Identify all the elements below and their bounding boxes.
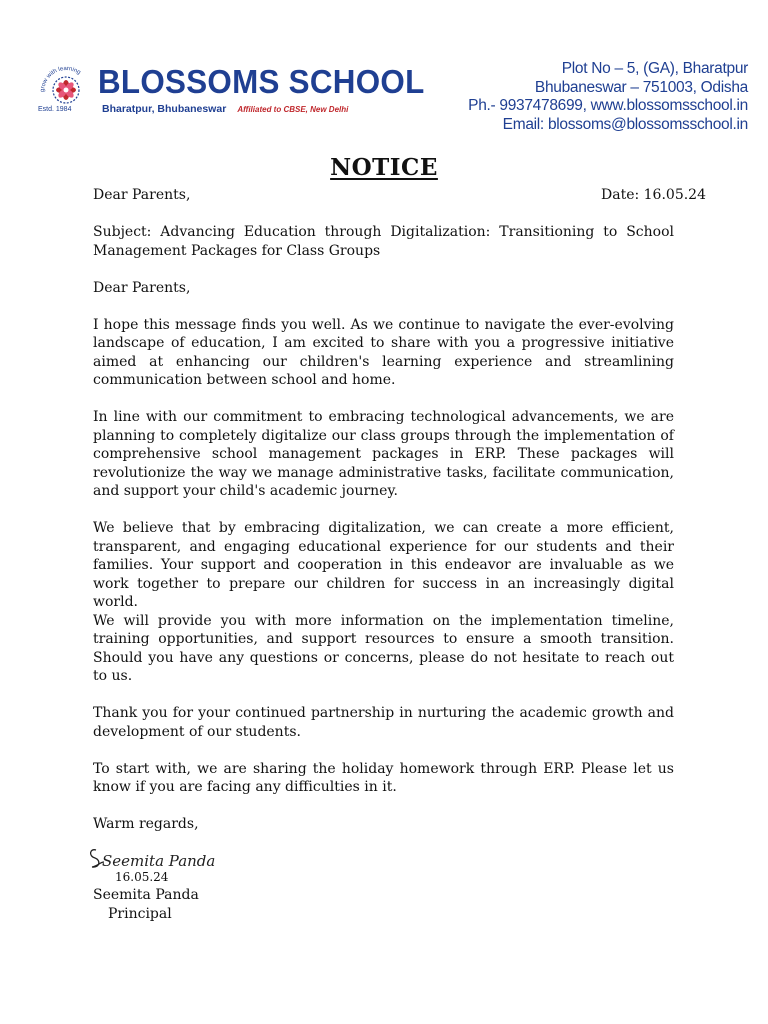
notice-date: Date: 16.05.24 [601,187,706,203]
notice-body [93,223,674,852]
signatory-name: Seemita Panda [93,887,199,903]
notice-subject: Subject: Advancing Education through Digitalization: Transitioning to School Management Packages for Class Groups [93,224,674,259]
school-brand [98,64,442,116]
paragraph: We will provide you with more information on the implementation timeline, training opportunities, and support resources to ensure a smooth transition. Should you have any questions or concerns, please do not hesitate to reach out to us. [93,612,674,684]
contact-block [468,60,748,134]
school-location: Bharatpur, Bhubaneswar [102,103,227,115]
paragraph: We believe that by embracing digitalization, we can create a more efficient, transparent, and engaging educational experience for our students and their families. Your support and cooperation in this endeavor are invaluable as we work together to prepare our children for success in an increasingly digital world. [93,520,674,610]
address-line-2: Bhubaneswar – 751003, Odisha [534,78,748,96]
paragraph: In line with our commitment to embracing technological advancements, we are planning to completely digitalize our class groups through the implementation of comprehensive school management packages in ERP. These packages will revolutionize the way we manage administrative tasks, facilitate communication, and support your child's academic journey. [93,409,674,499]
signature-date: 16.05.24 [115,870,169,884]
paragraph: Thank you for your continued partnership in nurturing the academic growth and development of our students. [93,705,674,740]
phone-website: Ph.- 9937478699, www.blossomsschool.in [468,97,748,114]
logo-estd: Estd. 1984 [38,106,72,113]
signatory-title: Principal [108,906,172,922]
school-name: BLOSSOMS SCHOOL [98,63,425,100]
address-line-1: Plot No – 5, (GA), Bharatpur [561,60,748,77]
school-subtitle [98,101,442,116]
salutation: Dear Parents, [93,279,191,296]
school-affiliation: Affiliated to CBSE, New Delhi [237,105,349,114]
logo-motto: grow with learning [39,65,82,93]
email-line: Email: blossoms@blossomsschool.in [502,115,748,133]
notice-title: NOTICE [330,154,438,181]
closing: Warm regards, [93,816,199,832]
paragraph: I hope this message finds you well. As we continue to navigate the ever-evolving landscape of education, I am excited to share with you a progressive initiative aimed at enhancing our children's learning experience and streamlining communication between school and home. [93,316,674,388]
signature-text: Seemita Panda [102,852,216,870]
paragraph: To start with, we are sharing the holiday homework through ERP. Please let us know if you are facing any difficulties in it. [93,760,674,795]
salutation-top: Dear Parents, [93,187,191,203]
